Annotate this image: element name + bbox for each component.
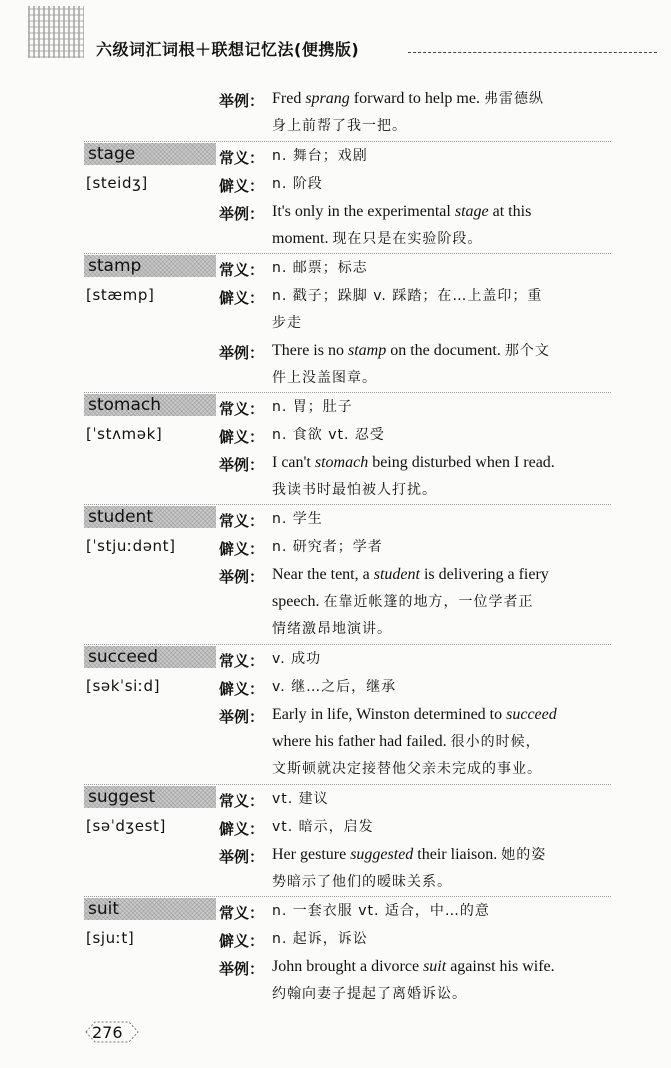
rare-label: 僻义： — [219, 932, 265, 950]
example-text: Near the tent, a student is delivering a fiery — [272, 566, 549, 583]
common-label: 常义： — [219, 904, 265, 922]
rare-meaning: vt. 暗示，启发 — [272, 819, 374, 835]
rare-label: 僻义： — [219, 177, 265, 195]
example-label: 举例： — [219, 456, 265, 474]
example-zh: 身上前帮了我一把。 — [272, 118, 407, 134]
rare-meaning: n. 阶段 — [272, 176, 323, 192]
example-text-cont: 我读书时最怕被人打扰。 — [272, 482, 437, 498]
rare-label: 僻义： — [219, 820, 265, 838]
common-meaning: v. 成功 — [272, 651, 322, 667]
phonetic: [ˈstʌmək] — [86, 425, 163, 443]
example-text-cont: 情绪激昂地演讲。 — [272, 621, 392, 637]
rare-meaning: v. 继…之后，继承 — [272, 679, 397, 695]
headword: succeed — [88, 647, 159, 667]
rare-label: 僻义： — [219, 428, 265, 446]
example-text: There is no stamp on the document. 那个文 — [272, 342, 550, 359]
example-text-cont: 势暗示了他们的暧昧关系。 — [272, 874, 452, 890]
headword: stage — [88, 144, 136, 164]
common-meaning: n. 邮票；标志 — [272, 260, 368, 276]
phonetic: [steidʒ] — [86, 174, 148, 192]
book-title: 六级词汇词根＋联想记忆法(便携版) — [96, 40, 360, 59]
example-text-cont: 约翰向妻子提起了离婚诉讼。 — [272, 986, 467, 1002]
rare-label: 僻义： — [219, 289, 265, 307]
rare-meaning: n. 起诉，诉讼 — [272, 931, 368, 947]
example-label: 举例： — [219, 92, 265, 110]
common-meaning: n. 学生 — [272, 511, 323, 527]
example-label: 举例： — [219, 848, 265, 866]
example-en: Fred sprang forward to help me. — [272, 90, 480, 107]
headword: stomach — [88, 395, 162, 415]
example-text-cont: speech. 在靠近帐篷的地方，一位学者正 — [272, 593, 534, 610]
common-label: 常义： — [219, 792, 265, 810]
common-meaning: n. 舞台；戏剧 — [272, 148, 368, 164]
common-label: 常义： — [219, 149, 265, 167]
corner-pattern — [28, 6, 84, 58]
example-text-cont: where his father had failed. 很小的时候， — [272, 733, 541, 750]
example-label: 举例： — [219, 708, 265, 726]
example-zh: 弗雷德纵 — [483, 91, 544, 107]
headword: student — [88, 507, 153, 527]
rare-meaning: n. 戳子；跺脚 v. 踩踏；在…上盖印；重 — [272, 288, 543, 304]
example-text: I can't stomach being disturbed when I read. — [272, 454, 555, 471]
rare-label: 僻义： — [219, 680, 265, 698]
rare-label: 僻义： — [219, 540, 265, 558]
example-text: Her gesture suggested their liaison. 她的姿 — [272, 846, 547, 863]
phonetic: [səˈdʒest] — [86, 817, 166, 835]
common-meaning: n. 一套衣服 vt. 适合，中…的意 — [272, 903, 490, 919]
rare-meaning: n. 食欲 vt. 忍受 — [272, 427, 385, 443]
phonetic: [sjuːt] — [86, 929, 135, 947]
example-text-cont: moment. 现在只是在实验阶段。 — [272, 230, 483, 247]
headword: stamp — [88, 256, 142, 276]
example-text: John brought a divorce suit against his wife. — [272, 958, 555, 975]
rare-meaning-cont: 步走 — [272, 315, 302, 331]
example-text — [272, 85, 610, 113]
phonetic: [səkˈsiːd] — [86, 677, 161, 695]
common-meaning: n. 胃；肚子 — [272, 399, 353, 415]
common-label: 常义： — [219, 652, 265, 670]
example-label: 举例： — [219, 960, 265, 978]
common-label: 常义： — [219, 512, 265, 530]
phonetic: [ˈstjuːdənt] — [86, 537, 176, 555]
example-text: It's only in the experimental stage at this — [272, 203, 532, 220]
headword: suit — [88, 899, 120, 919]
example-label: 举例： — [219, 344, 265, 362]
headword: suggest — [88, 787, 156, 807]
phonetic: [stæmp] — [86, 286, 155, 304]
example-text-cont: 文斯顿就决定接替他父亲未完成的事业。 — [272, 761, 542, 777]
example-text-cont — [272, 112, 610, 140]
common-label: 常义： — [219, 261, 265, 279]
page-number: 276 — [92, 1023, 123, 1042]
example-text-cont: 件上没盖图章。 — [272, 370, 377, 386]
example-label: 举例： — [219, 205, 265, 223]
example-text: Early in life, Winston determined to succeed — [272, 706, 557, 723]
common-meaning: vt. 建议 — [272, 791, 329, 807]
example-label: 举例： — [219, 568, 265, 586]
header-rule — [408, 52, 657, 53]
rare-meaning: n. 研究者；学者 — [272, 539, 383, 555]
common-label: 常义： — [219, 400, 265, 418]
